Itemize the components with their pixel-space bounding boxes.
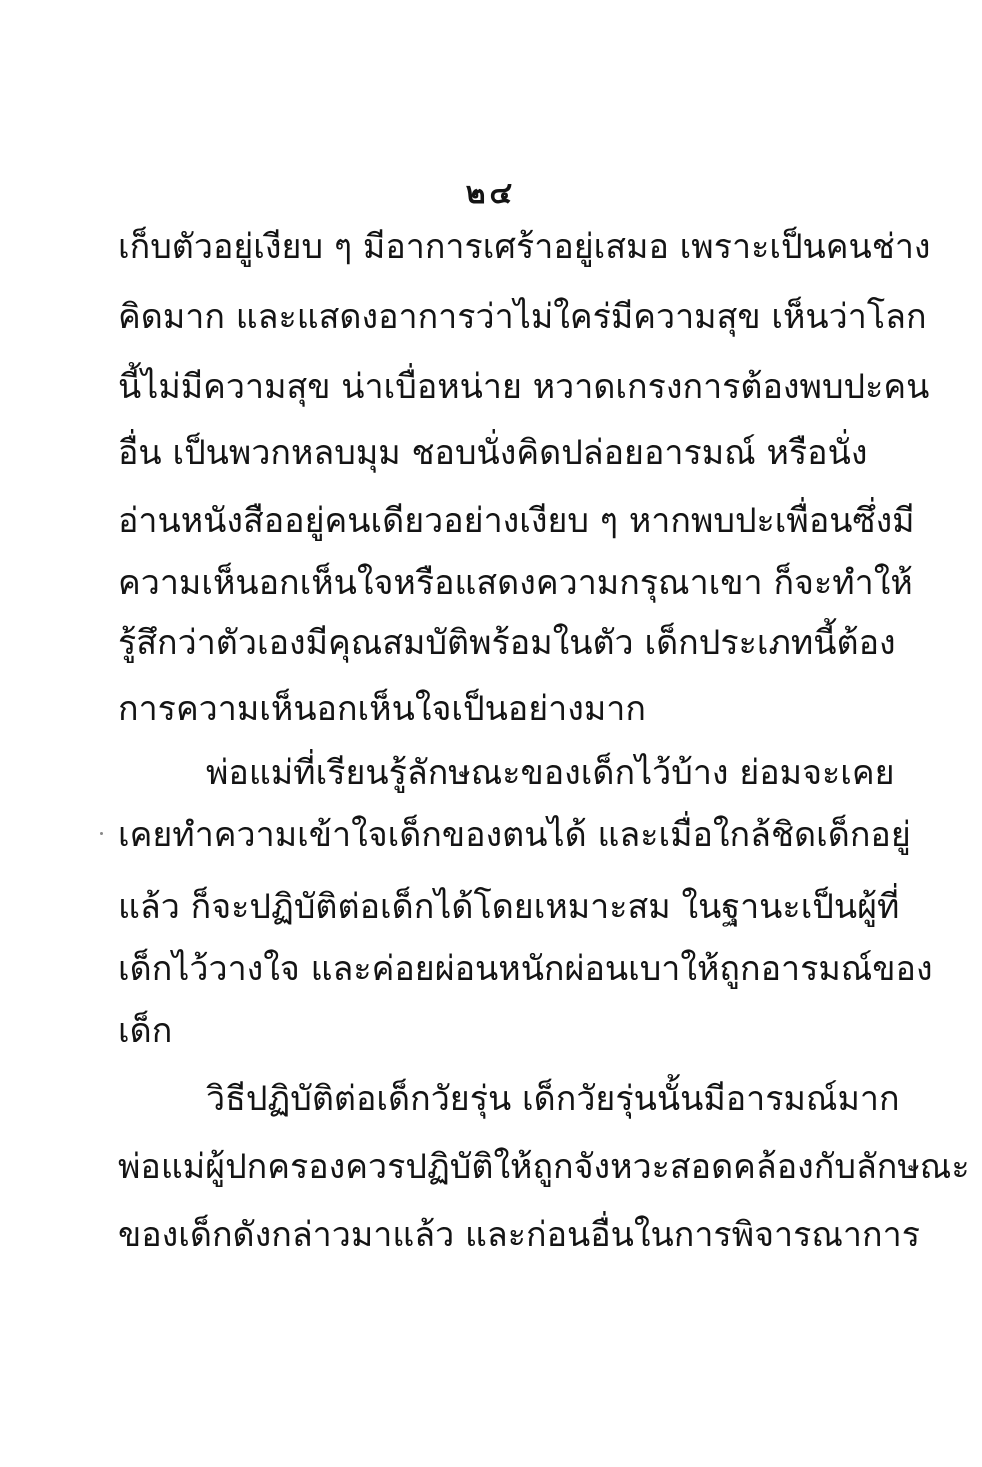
body-line: เด็ก — [118, 1011, 173, 1051]
body-line: การความเห็นอกเห็นใจเป็นอย่างมาก — [118, 689, 646, 729]
body-line: คิดมาก และแสดงอาการว่าไม่ใคร่มีความสุข เห็นว่าโลก — [118, 297, 927, 337]
body-line: ของเด็กดังกล่าวมาแล้ว และก่อนอื่นในการพิจารณาการ — [118, 1215, 920, 1255]
body-line: เด็กไว้วางใจ และค่อยผ่อนหนักผ่อนเบาให้ถูกอารมณ์ของ — [118, 949, 933, 989]
body-line: รู้สึกว่าตัวเองมีคุณสมบัติพร้อมในตัว เด็กประเภทนี้ต้อง — [118, 623, 896, 663]
body-line: แล้ว ก็จะปฏิบัติต่อเด็กได้โดยเหมาะสม ในฐานะเป็นผู้ที่ — [118, 887, 900, 927]
page-number: ๒๔ — [465, 176, 517, 211]
body-line: ความเห็นอกเห็นใจหรือแสดงความกรุณาเขา ก็จะทำให้ — [118, 563, 913, 603]
body-line: อ่านหนังสืออยู่คนเดียวอย่างเงียบ ๆ หากพบปะเพื่อนซึ่งมี — [118, 501, 915, 541]
body-line: พ่อแม่ผู้ปกครองควรปฏิบัติให้ถูกจังหวะสอดคล้องกับลักษณะ — [118, 1147, 970, 1187]
body-line: อื่น เป็นพวกหลบมุม ชอบนั่งคิดปล่อยอารมณ์ หรือนั่ง — [118, 433, 868, 473]
paragraph-first-line: วิธีปฏิบัติต่อเด็กวัยรุ่น เด็กวัยรุ่นนั้นมีอารมณ์มาก — [206, 1079, 900, 1119]
margin-speck — [100, 832, 103, 835]
body-line: นี้ไม่มีความสุข น่าเบื่อหน่าย หวาดเกรงการต้องพบปะคน — [118, 367, 930, 407]
paragraph-first-line: พ่อแม่ที่เรียนรู้ลักษณะของเด็กไว้บ้าง ย่อมจะเคย — [206, 753, 895, 793]
body-line: เก็บตัวอยู่เงียบ ๆ มีอาการเศร้าอยู่เสมอ เพราะเป็นคนช่าง — [118, 227, 931, 267]
body-line: เคยทำความเข้าใจเด็กของตนได้ และเมื่อใกล้ชิดเด็กอยู่ — [118, 815, 911, 855]
